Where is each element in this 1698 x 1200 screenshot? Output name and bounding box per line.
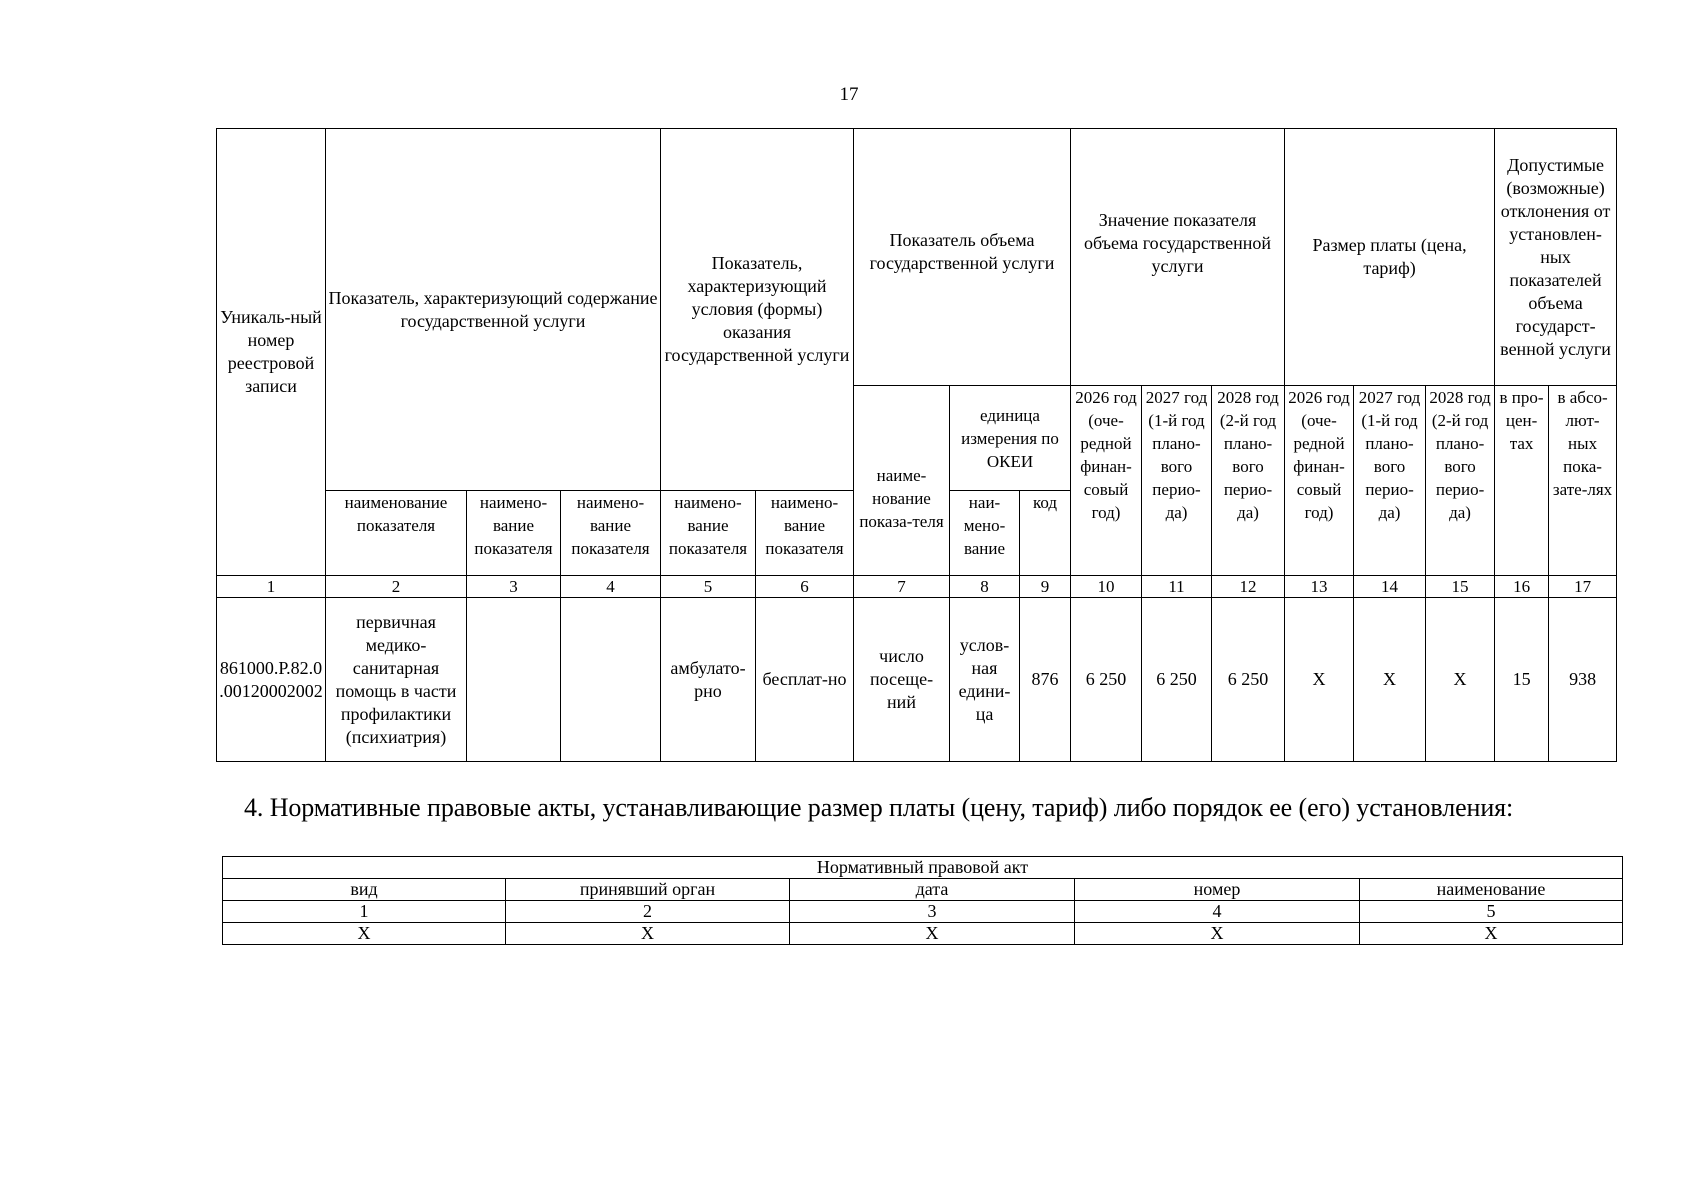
column-number: 4 [561,576,661,598]
page-number: 17 [839,84,859,105]
acts-column-number: 1 [223,901,506,923]
header-indicator-name-4: наимено-вание показателя [561,491,661,576]
column-number: 10 [1071,576,1142,598]
acts-column-header: номер [1075,879,1360,901]
header-indicator-name-6: наимено-вание показателя [756,491,854,576]
header-fee-2027: 2027 год (1-й год плано-вого перио-да) [1354,386,1426,576]
acts-cell: X [1360,923,1623,945]
column-number: 17 [1549,576,1617,598]
acts-column-number: 5 [1360,901,1623,923]
content-indicator-4 [561,598,661,762]
column-number: 11 [1142,576,1212,598]
column-number-row [217,576,1617,598]
header-unit-code: код [1020,491,1071,576]
header-fee-2026: 2026 год (оче-редной финан-совый год) [1285,386,1354,576]
column-number: 5 [661,576,756,598]
deviation-absolute: 938 [1549,598,1617,762]
column-number: 12 [1212,576,1285,598]
header-indicator-name-3: наимено-вание показателя [467,491,561,576]
header-indicator-name-2: наименование показателя [326,491,467,576]
acts-column-number: 3 [790,901,1075,923]
acts-column-header: наименование [1360,879,1623,901]
column-number: 15 [1426,576,1495,598]
header-fee-size: Размер платы (цена, тариф) [1285,129,1495,386]
section-4-heading: 4. Нормативные правовые акты, устанавливающие размер платы (цену, тариф) либо порядок ее (его) установления: [244,793,1514,822]
volume-indicator-name: число посеще-ний [854,598,950,762]
acts-column-number: 4 [1075,901,1360,923]
header-dev-absolute: в абсо-лют-ных пока-зате-лях [1549,386,1617,576]
column-number: 9 [1020,576,1071,598]
header-dev-percent: в про-цен-тах [1495,386,1549,576]
column-number: 16 [1495,576,1549,598]
header-volume-value: Значение показателя объема государственной услуги [1071,129,1285,386]
column-number: 8 [950,576,1020,598]
acts-cell: X [790,923,1075,945]
acts-table-title: Нормативный правовой акт [223,857,1623,879]
header-value-2026: 2026 год (оче-редной финан-совый год) [1071,386,1142,576]
registry-number: 861000.Р.82.0.00120002002 [217,598,326,762]
deviation-percent: 15 [1495,598,1549,762]
header-value-2027: 2027 год (1-й год плано-вого перио-да) [1142,386,1212,576]
value-2027: 6 250 [1142,598,1212,762]
header-unit-name: наи-мено-вание [950,491,1020,576]
column-number: 7 [854,576,950,598]
condition-form: амбулато-рно [661,598,756,762]
value-2028: 6 250 [1212,598,1285,762]
header-indicator-name-5: наимено-вание показателя [661,491,756,576]
header-volume-name: наиме-нование показа-теля [854,386,950,576]
acts-cell: X [223,923,506,945]
unit-name: услов-ная едини-ца [950,598,1020,762]
condition-payment: бесплат-но [756,598,854,762]
fee-2027: X [1354,598,1426,762]
acts-column-header: дата [790,879,1075,901]
header-deviations: Допустимые (возможные) отклонения от установлен-ных показателей объема государст-венной услуги [1495,129,1617,386]
column-number: 6 [756,576,854,598]
column-number: 1 [217,576,326,598]
column-number: 13 [1285,576,1354,598]
legal-acts-table [222,856,1623,945]
header-unit-okei: единица измерения по ОКЕИ [950,386,1071,491]
fee-2028: X [1426,598,1495,762]
content-indicator-3 [467,598,561,762]
header-volume-indicator: Показатель объема государственной услуги [854,129,1071,386]
fee-2026: X [1285,598,1354,762]
column-number: 14 [1354,576,1426,598]
acts-cell: X [506,923,790,945]
acts-column-number: 2 [506,901,790,923]
column-number: 2 [326,576,467,598]
value-2026: 6 250 [1071,598,1142,762]
unit-code: 876 [1020,598,1071,762]
acts-cell: X [1075,923,1360,945]
column-number: 3 [467,576,561,598]
header-unique-number: Уникаль-ный номер реестровой записи [217,129,326,576]
service-volume-table [216,128,1617,762]
table-row [223,923,1623,945]
service-content: первичная медико-санитарная помощь в части профилактики (психиатрия) [326,598,467,762]
header-content-indicator: Показатель, характеризующий содержание государственной услуги [326,129,661,491]
header-value-2028: 2028 год (2-й год плано-вого перио-да) [1212,386,1285,576]
header-fee-2028: 2028 год (2-й год плано-вого перио-да) [1426,386,1495,576]
header-conditions-indicator: Показатель, характеризующий условия (формы) оказания государственной услуги [661,129,854,491]
acts-column-header: принявший орган [506,879,790,901]
acts-column-header: вид [223,879,506,901]
table-row [217,598,1617,762]
